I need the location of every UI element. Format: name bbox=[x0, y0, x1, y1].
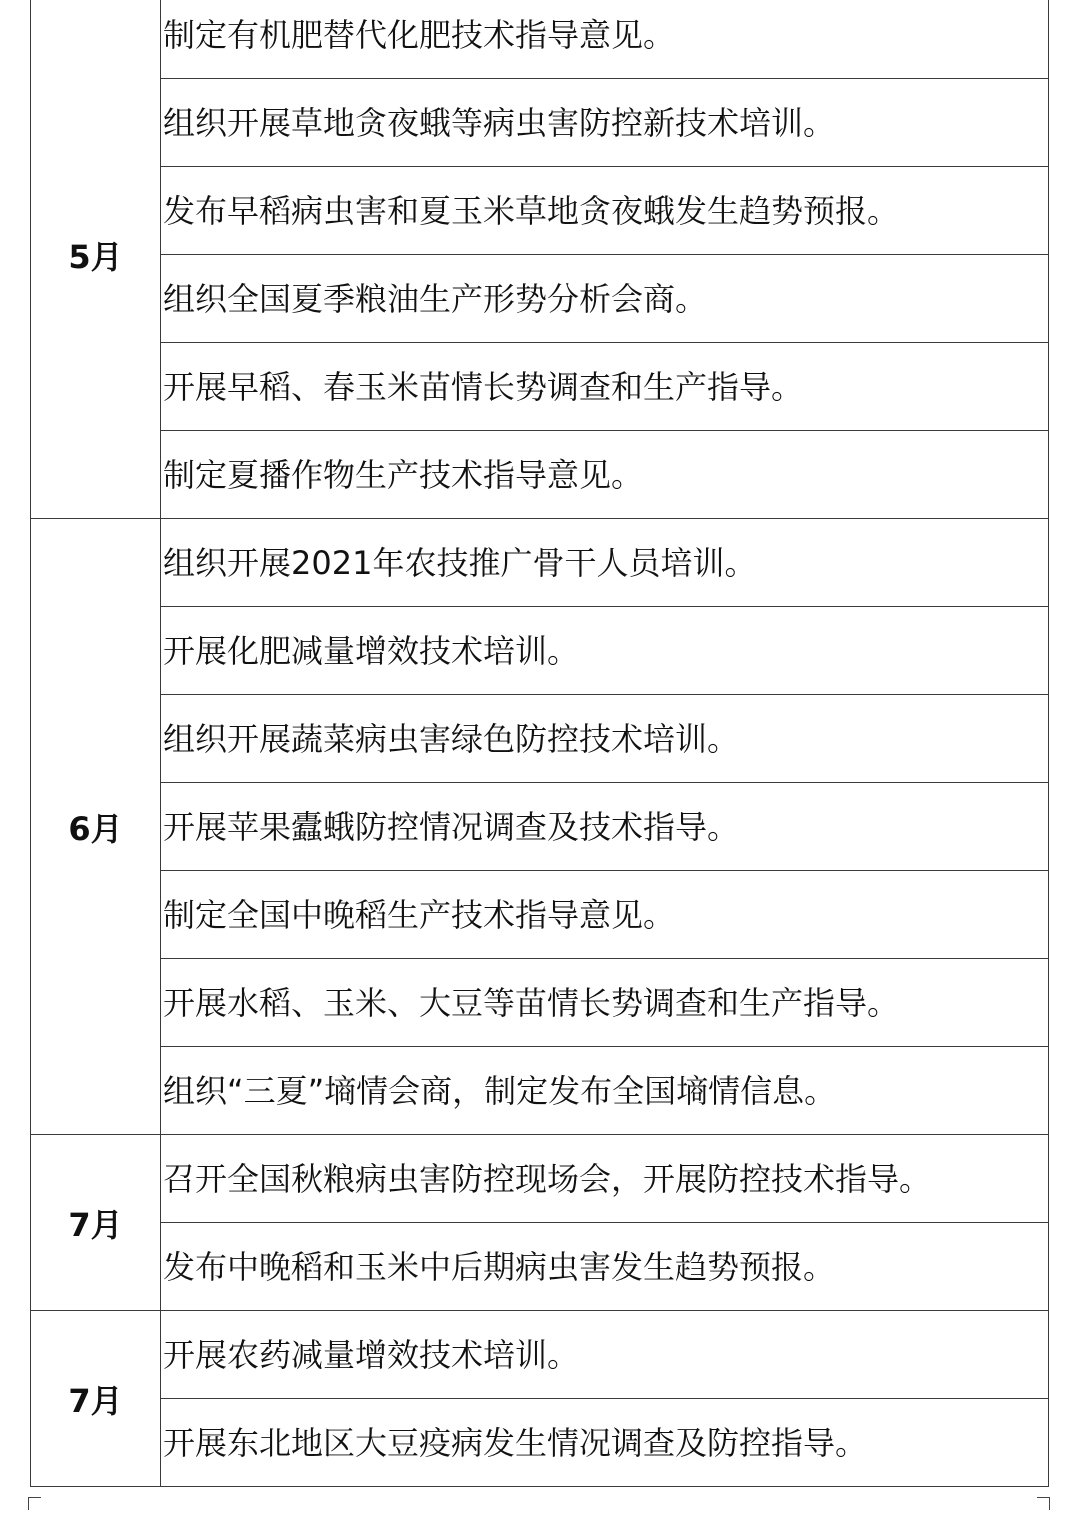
table-row bbox=[31, 871, 1049, 959]
task-cell: 制定有机肥替代化肥技术指导意见。 bbox=[161, 0, 1049, 79]
task-cell: 组织开展蔬菜病虫害绿色防控技术培训。 bbox=[161, 695, 1049, 783]
table-row bbox=[31, 1047, 1049, 1135]
table-row bbox=[31, 1311, 1049, 1399]
task-cell: 召开全国秋粮病虫害防控现场会，开展防控技术指导。 bbox=[161, 1135, 1049, 1223]
table-row bbox=[31, 167, 1049, 255]
table-row bbox=[31, 1223, 1049, 1311]
task-cell: 组织开展草地贪夜蛾等病虫害防控新技术培训。 bbox=[161, 79, 1049, 167]
table-row bbox=[31, 519, 1049, 607]
table-row bbox=[31, 959, 1049, 1047]
table-row bbox=[31, 343, 1049, 431]
task-cell: 组织“三夏”墒情会商，制定发布全国墒情信息。 bbox=[161, 1047, 1049, 1135]
task-cell: 开展苹果蠹蛾防控情况调查及技术指导。 bbox=[161, 783, 1049, 871]
task-cell: 组织开展2021年农技推广骨干人员培训。 bbox=[161, 519, 1049, 607]
table-row bbox=[31, 1135, 1049, 1223]
month-cell: 5月 bbox=[31, 0, 161, 519]
month-cell: 6月 bbox=[31, 519, 161, 1135]
month-cell: 7月 bbox=[31, 1135, 161, 1311]
task-cell: 发布早稻病虫害和夏玉米草地贪夜蛾发生趋势预报。 bbox=[161, 167, 1049, 255]
task-cell: 组织全国夏季粮油生产形势分析会商。 bbox=[161, 255, 1049, 343]
task-cell: 开展东北地区大豆疫病发生情况调查及防控指导。 bbox=[161, 1399, 1049, 1487]
task-cell: 开展化肥减量增效技术培训。 bbox=[161, 607, 1049, 695]
schedule-table-body bbox=[31, 0, 1049, 1487]
table-row bbox=[31, 695, 1049, 783]
task-cell: 发布中晚稻和玉米中后期病虫害发生趋势预报。 bbox=[161, 1223, 1049, 1311]
month-cell: 7月 bbox=[31, 1311, 161, 1487]
table-row bbox=[31, 0, 1049, 79]
task-cell: 开展农药减量增效技术培训。 bbox=[161, 1311, 1049, 1399]
table-row bbox=[31, 783, 1049, 871]
table-row bbox=[31, 79, 1049, 167]
task-cell: 开展早稻、春玉米苗情长势调查和生产指导。 bbox=[161, 343, 1049, 431]
work-schedule-table bbox=[30, 0, 1049, 1487]
page-corner-mark-right bbox=[1037, 1497, 1050, 1510]
table-row bbox=[31, 431, 1049, 519]
task-cell: 制定夏播作物生产技术指导意见。 bbox=[161, 431, 1049, 519]
page-corner-mark-left bbox=[28, 1497, 41, 1510]
table-row bbox=[31, 1399, 1049, 1487]
task-cell: 制定全国中晚稻生产技术指导意见。 bbox=[161, 871, 1049, 959]
table-row bbox=[31, 607, 1049, 695]
task-cell: 开展水稻、玉米、大豆等苗情长势调查和生产指导。 bbox=[161, 959, 1049, 1047]
table-row bbox=[31, 255, 1049, 343]
